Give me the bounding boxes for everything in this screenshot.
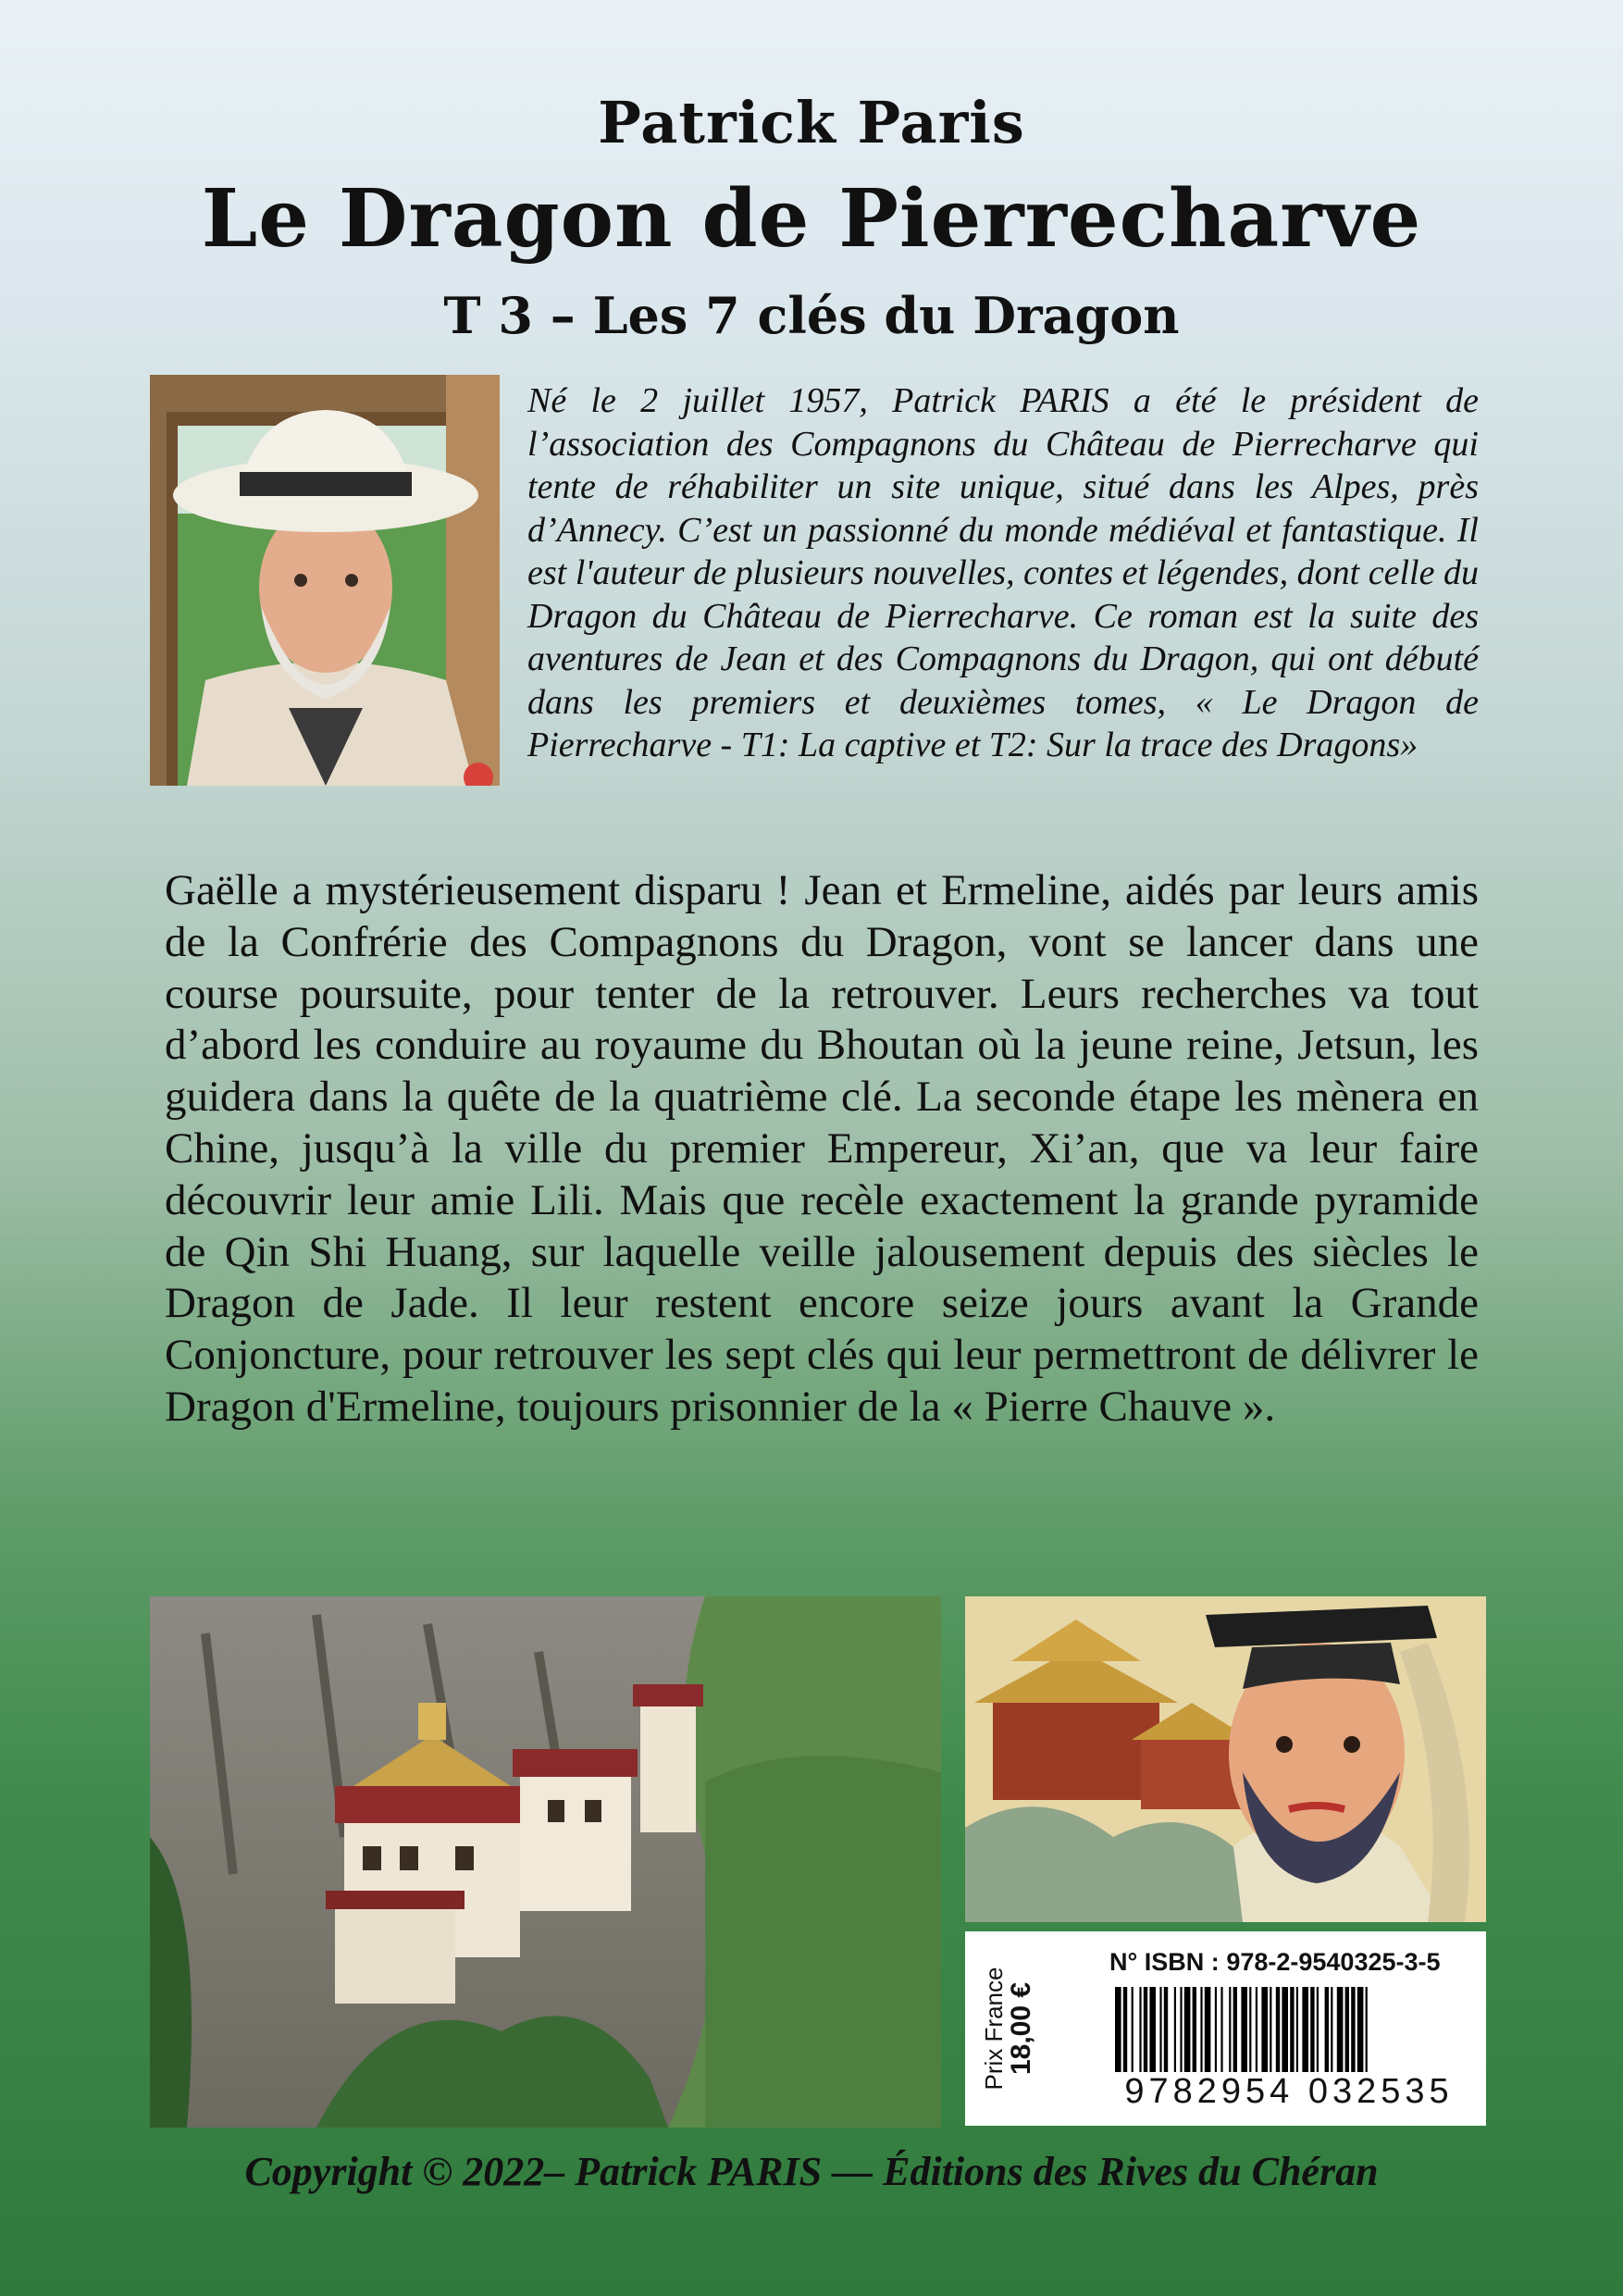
author-bio: Né le 2 juillet 1957, Patrick PARIS a été le président de l’association des Compagnons du Château de Pierrecharve qui tente de réhabiliter un site unique, situé dans les Alpes, près d’Annecy. C’est un passionné du monde médiéval et fantastique. Il est l'auteur de plusieurs nouvelles, contes et légendes, dont celle du Dragon du Château de Pierrecharve. Ce roman est la suite des aventures de Jean et des Compagnons du Dragon, qui ont débuté dans les premiers et deuxièmes tomes, « Le Dragon de Pierrecharve - T1: La captive et T2: Sur la trace des Dragons» [527,381,1479,764]
book-title: Le Dragon de Pierrecharve [201,172,1422,266]
isbn-label: N° ISBN : [1109,1948,1220,1976]
price-block [965,1931,1053,2126]
emperor-painting [965,1596,1486,1922]
price-value: 18,00 € [1006,1981,1036,2076]
isbn-value: 978-2-9540325-3-5 [1226,1948,1441,1976]
author-photo [150,375,500,786]
isbn-line [1109,1948,1441,1977]
book-subtitle: T 3 – Les 7 clés du Dragon [443,286,1180,345]
barcode-digits: 9782954 032535 [1124,2072,1454,2111]
monastery-photo [150,1596,941,2128]
author-name: Patrick Paris [598,89,1025,156]
title-block [0,81,1623,357]
copyright-line: Copyright © 2022– Patrick PARIS — Éditions des Rives du Chéran [244,2149,1379,2194]
barcode-icon [1115,1987,1471,2072]
price-label: Prix France [980,1967,1008,2091]
book-synopsis: Gaëlle a mystérieusement disparu ! Jean et Ermeline, aidés par leurs amis de la Confrérie des Compagnons du Dragon, vont se lancer dans une course poursuite, pour tenter de la retrouver. Leurs recherches va tout d’abord les conduire au royaume du Bhoutan où la jeune reine, Jetsun, les guidera dans la quête de la quatrième clé. La seconde étape les mènera en Chine, jusqu’à la ville du premier Empereur, Xi’an, que va leur faire découvrir leur amie Lili. Mais que recèle exactement la grande pyramide de Qin Shi Huang, sur laquelle veille jalousement depuis des siècles le Dragon de Jade. Il leur restent encore seize jours avant la Grande Conjoncture, pour retrouver les sept clés qui leur permettront de délivrer le Dragon d'Ermeline, toujours prisonnier de la « Pierre Chauve ». [165,866,1479,1431]
barcode-block [965,1931,1486,2126]
